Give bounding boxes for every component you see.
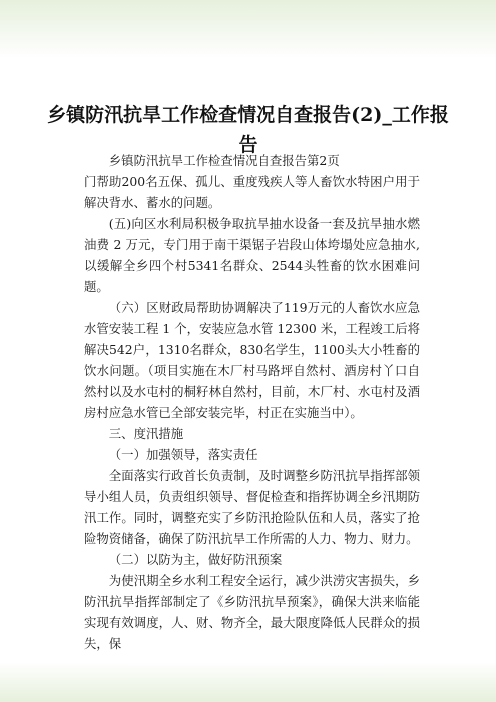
paragraph-continued: 门帮助200名五保、孤儿、重度残疾人等人畜饮水特困户用于解决背水、蓄水的问题。 — [84, 174, 420, 210]
document-title: 乡镇防汛抗旱工作检查情况自查报告(2)_工作报告 — [47, 104, 449, 156]
paragraph-item-5: (五)向区水利局积极争取抗旱抽水设备一套及抗旱抽水燃油费 2 万元，专门用于南干渠锯子岩段山体垮塌处应急抽水,以缓解全乡四个村5341名群众、2544头牲畜的饮水困难问题。 — [84, 216, 420, 294]
subheading-2: （二）以防为主，做好防汛预案 — [108, 552, 283, 567]
paragraph-item-6: （六）区财政局帮助协调解决了119万元的人畜饮水应急水管安装工程 1 个，安装应急水管 12300 米，工程竣工后将解决542户，1310名群众，830名学生，1100头大小牲畜的饮水问题。（项目实施在木厂村马路坪自然村、酒房村丫口自然村以及水屯村的桐籽林自然村，目前，木厂村、水屯村及酒房村应急水管已全部安装完毕，村正在实施当中）。 — [84, 300, 420, 420]
paragraph-leadership: 全面落实行政首长负责制，及时调整乡防汛抗旱指挥部领导小组人员，负责组织领导、督促检查和指挥协调全乡汛期防汛工作。同时，调整充实了乡防汛抢险队伍和人员，落实了抢险物资储备，确保了防汛抗旱工作所需的人力、物力、财力。 — [84, 468, 420, 546]
footer-decoration — [0, 662, 496, 702]
section-heading: 三、度汛措施 — [108, 426, 184, 441]
page-subtitle: 乡镇防汛抗旱工作检查情况自查报告第2页 — [108, 153, 340, 168]
paragraph-plan: 为使汛期全乡水利工程安全运行，减少洪涝灾害损失，乡防汛抗旱指挥部制定了《乡防汛抗旱预案》，确保大洪来临能实现有效调度，人、财、物齐全，最大限度降低人民群众的损失，保 — [84, 573, 420, 651]
document-body — [84, 150, 420, 654]
subheading-1: （一）加强领导，落实责任 — [108, 447, 258, 462]
header-decoration — [0, 0, 496, 58]
